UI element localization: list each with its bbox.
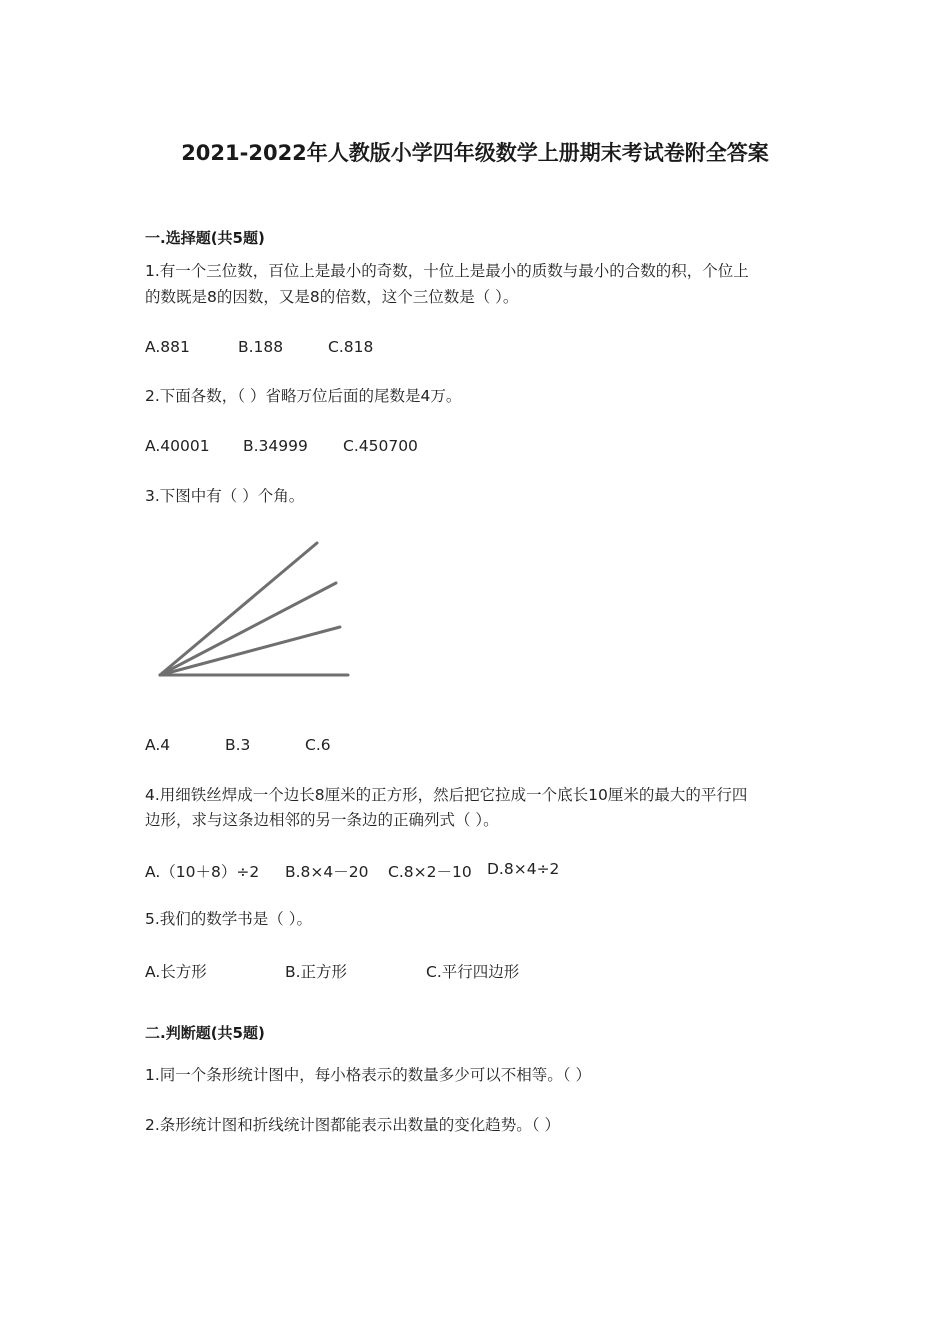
question-4-line-2: 边形，求与这条边相邻的另一条边的正确列式（ ）。 bbox=[145, 811, 499, 829]
question-3-option-c: C.6 bbox=[305, 736, 331, 754]
question-5-option-a: A.长方形 bbox=[145, 963, 207, 981]
question-4-option-a: A.（10＋8）÷2 bbox=[145, 863, 260, 881]
question-1-option-b: B.188 bbox=[238, 338, 284, 356]
question-5-option-c: C.平行四边形 bbox=[426, 963, 520, 981]
question-5-text: 5.我们的数学书是（ ）。 bbox=[145, 910, 312, 928]
question-2-option-c: C.450700 bbox=[343, 437, 418, 455]
question-3-option-a: A.4 bbox=[145, 736, 171, 754]
angle-rays-figure bbox=[150, 535, 360, 690]
section-heading-judgment: 二.判断题(共5题) bbox=[145, 1024, 265, 1042]
question-2-text: 2.下面各数，（ ）省略万位后面的尾数是4万。 bbox=[145, 387, 462, 405]
question-2-option-a: A.40001 bbox=[145, 437, 210, 455]
question-3-text: 3.下图中有（ ）个角。 bbox=[145, 487, 305, 505]
page-title: 2021-2022年人教版小学四年级数学上册期末考试卷附全答案 bbox=[181, 141, 769, 165]
section-heading-choice: 一.选择题(共5题) bbox=[145, 229, 265, 247]
question-4-option-d: D.8×4÷2 bbox=[487, 860, 560, 878]
question-4-option-c: C.8×2－10 bbox=[388, 863, 472, 881]
question-2-option-b: B.34999 bbox=[243, 437, 308, 455]
question-1-line-1: 1.有一个三位数，百位上是最小的奇数，十位上是最小的质数与最小的合数的积，个位上 bbox=[145, 262, 749, 280]
judgment-question-2: 2.条形统计图和折线统计图都能表示出数量的变化趋势。（ ） bbox=[145, 1116, 560, 1134]
judgment-question-1: 1.同一个条形统计图中，每小格表示的数量多少可以不相等。（ ） bbox=[145, 1066, 591, 1084]
question-1-option-c: C.818 bbox=[328, 338, 374, 356]
question-4-line-1: 4.用细铁丝焊成一个边长8厘米的正方形，然后把它拉成一个底长10厘米的最大的平行四 bbox=[145, 786, 748, 804]
ray-line-3 bbox=[160, 583, 336, 675]
question-3-option-b: B.3 bbox=[225, 736, 251, 754]
question-1-line-2: 的数既是8的因数，又是8的倍数，这个三位数是（ ）。 bbox=[145, 288, 519, 306]
question-5-option-b: B.正方形 bbox=[285, 963, 348, 981]
question-4-option-b: B.8×4－20 bbox=[285, 863, 369, 881]
question-1-option-a: A.881 bbox=[145, 338, 190, 356]
